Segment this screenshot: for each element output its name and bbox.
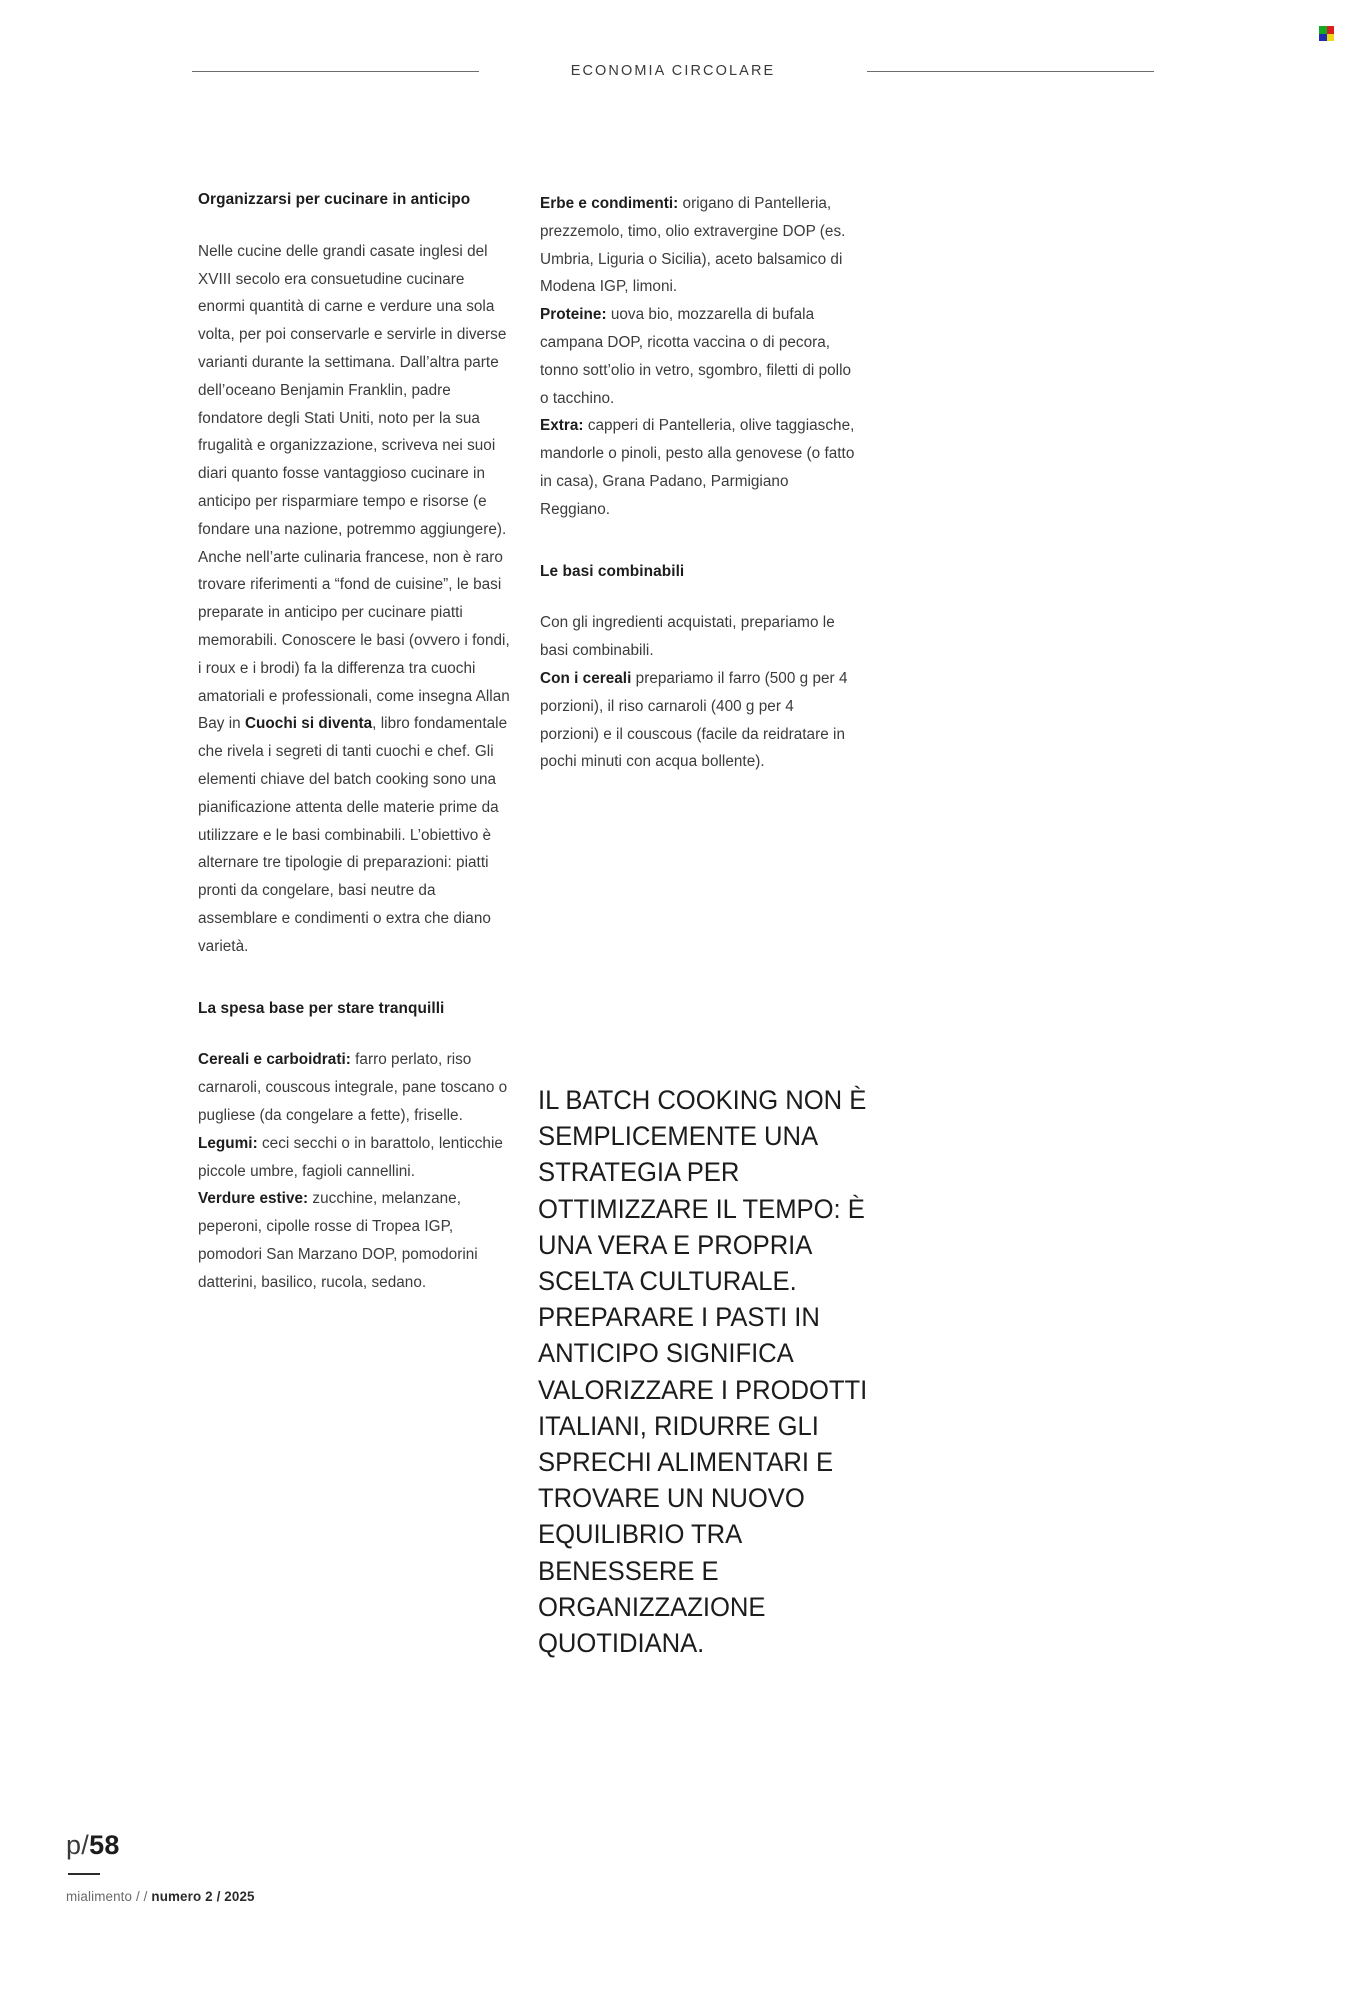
list-item-text: prepariamo il farro (500 g per 4 porzioni), il riso carnaroli (400 g per 4 porzioni) e il couscous (facile da reidratare in pochi minuti con acqua bollente). <box>540 669 848 771</box>
book-title-cuochi-si-diventa: Cuochi si diventa <box>244 715 373 733</box>
list-item-text: zucchine, melanzane, peperoni, cipolle rosse di Tropea IGP, pomodori San Marzano DOP, pomodorini datterini, basilico, rucola, sedano. <box>198 1190 478 1291</box>
list-item-text: uova bio, mozzarella di bufala campana DOP, ricotta vaccina o di pecora, tonno sott’olio in vetro, sgombro, filetti di pollo o tacchino. <box>540 306 852 407</box>
color-registration-mark <box>1319 26 1334 41</box>
regmark-swatch-blue <box>1319 34 1327 42</box>
list-item-label: Erbe e condimenti: <box>540 195 679 212</box>
running-head <box>0 58 1346 84</box>
left-heading-organizzarsi: Organizzarsi per cucinare in anticipo <box>198 191 471 208</box>
folio-divider-rule <box>68 1873 100 1875</box>
colophon-separator: / / <box>132 1889 152 1904</box>
page-folio <box>66 1832 486 1905</box>
left-body-paragraph <box>198 238 514 961</box>
list-item-text: origano di Pantelleria, prezzemolo, timo, olio extravergine DOP (es. Umbria, Liguria o Sicilia), aceto balsamico di Modena IGP, limoni. <box>540 195 846 296</box>
section-kicker: ECONOMIA CIRCOLARE <box>570 63 776 79</box>
right-column <box>540 190 856 776</box>
left-shopping-list <box>198 1046 514 1296</box>
page-number: 58 <box>89 1830 120 1860</box>
page-number-prefix: p/ <box>66 1830 90 1860</box>
list-item-label: Legumi: <box>198 1134 258 1152</box>
list-item-label: Proteine: <box>540 306 607 324</box>
magazine-name: mialimento <box>66 1889 133 1904</box>
regmark-swatch-red <box>1327 26 1335 34</box>
running-head-rule-right <box>867 71 1154 72</box>
list-item-text: ceci secchi o in barattolo, lenticchie piccole umbre, fagioli cannellini. <box>198 1134 503 1180</box>
left-body-part-2: , libro fondamentale che rivela i segreti di tanti cuochi e chef. Gli elementi chiave del batch cooking sono una pianificazione attenta delle materie prime da utilizzare e le basi combinabili. L’obiettivo è alternare tre tipologie di preparazioni: piatti pronti da congelare, basi neutre da assemblare e condimenti o extra che diano varietà. <box>198 715 508 955</box>
list-item <box>540 665 856 776</box>
list-item <box>198 1046 514 1129</box>
list-item-text: capperi di Pantelleria, olive taggiasche, mandorle o pinoli, pesto alla genovese (o fatto in casa), Grana Padano, Parmigiano Reggiano. <box>540 417 855 518</box>
list-item <box>198 1185 514 1296</box>
right-shopping-list <box>540 190 856 524</box>
colophon <box>66 1888 486 1905</box>
list-item <box>540 412 856 523</box>
right-body-paragraph <box>540 609 856 776</box>
running-head-rule-left <box>192 71 479 72</box>
regmark-swatch-yellow <box>1327 34 1335 42</box>
issue-label: numero 2 / 2025 <box>151 1889 255 1904</box>
list-item <box>540 190 856 301</box>
left-column <box>198 190 514 1296</box>
list-item <box>198 1130 514 1186</box>
list-item-label: Cereali e carboidrati: <box>198 1051 351 1069</box>
list-item <box>540 301 856 412</box>
regmark-swatch-green <box>1319 26 1327 34</box>
left-body-part-1: Nelle cucine delle grandi casate inglesi del XVIII secolo era consuetudine cucinare enormi quantità di carne e verdure una sola volta, per poi conservarle e servirle in diverse varianti durante la settimana. Dall’altra parte dell’oceano Benjamin Franklin, padre fondatore degli Stati Uniti, noto per la sua frugalità e organizzazione, scriveva nei suoi diari quanto fosse vantaggioso cucinare in anticipo per risparmiare tempo e risorse (e fondare una nazione, potremmo aggiungere). Anche nell’arte culinaria francese, non è raro trovare riferimenti a “fond de cuisine”, le basi preparate in anticipo per cucinare piatti memorabili. Conoscere le basi (ovvero i fondi, i roux e i brodi) fa la differenza tra cuochi amatoriali e professionali, come insegna Allan Bay in <box>198 242 510 733</box>
page-number-block <box>66 1832 486 1859</box>
list-item-label: Extra: <box>540 417 584 435</box>
right-heading-basi-combinabili: Le basi combinabili <box>540 562 685 580</box>
pull-quote: IL BATCH COOKING NON È SEMPLICEMENTE UNA STRATEGIA PER OTTIMIZZARE IL TEMPO: È UNA VERA E PROPRIA SCELTA CULTURALE. PREPARARE I PASTI IN ANTICIPO SIGNIFICA VALORIZZARE I PRODOTTI ITALIANI, RIDURRE GLI SPRECHI ALIMENTARI E TROVARE UN NUOVO EQUILIBRIO TRA BENESSERE E ORGANIZZAZIONE QUOTIDIANA. <box>538 1085 868 1659</box>
list-item-text: farro perlato, riso carnaroli, couscous integrale, pane toscano o pugliese (da congelare a fette), friselle. <box>198 1051 508 1124</box>
list-item-label: Verdure estive: <box>198 1190 309 1208</box>
list-item-label: Con i cereali <box>540 669 632 687</box>
left-heading-spesa-base: La spesa base per stare tranquilli <box>198 999 445 1017</box>
right-body-intro: Con gli ingredienti acquistati, prepariamo le basi combinabili. <box>540 614 835 660</box>
